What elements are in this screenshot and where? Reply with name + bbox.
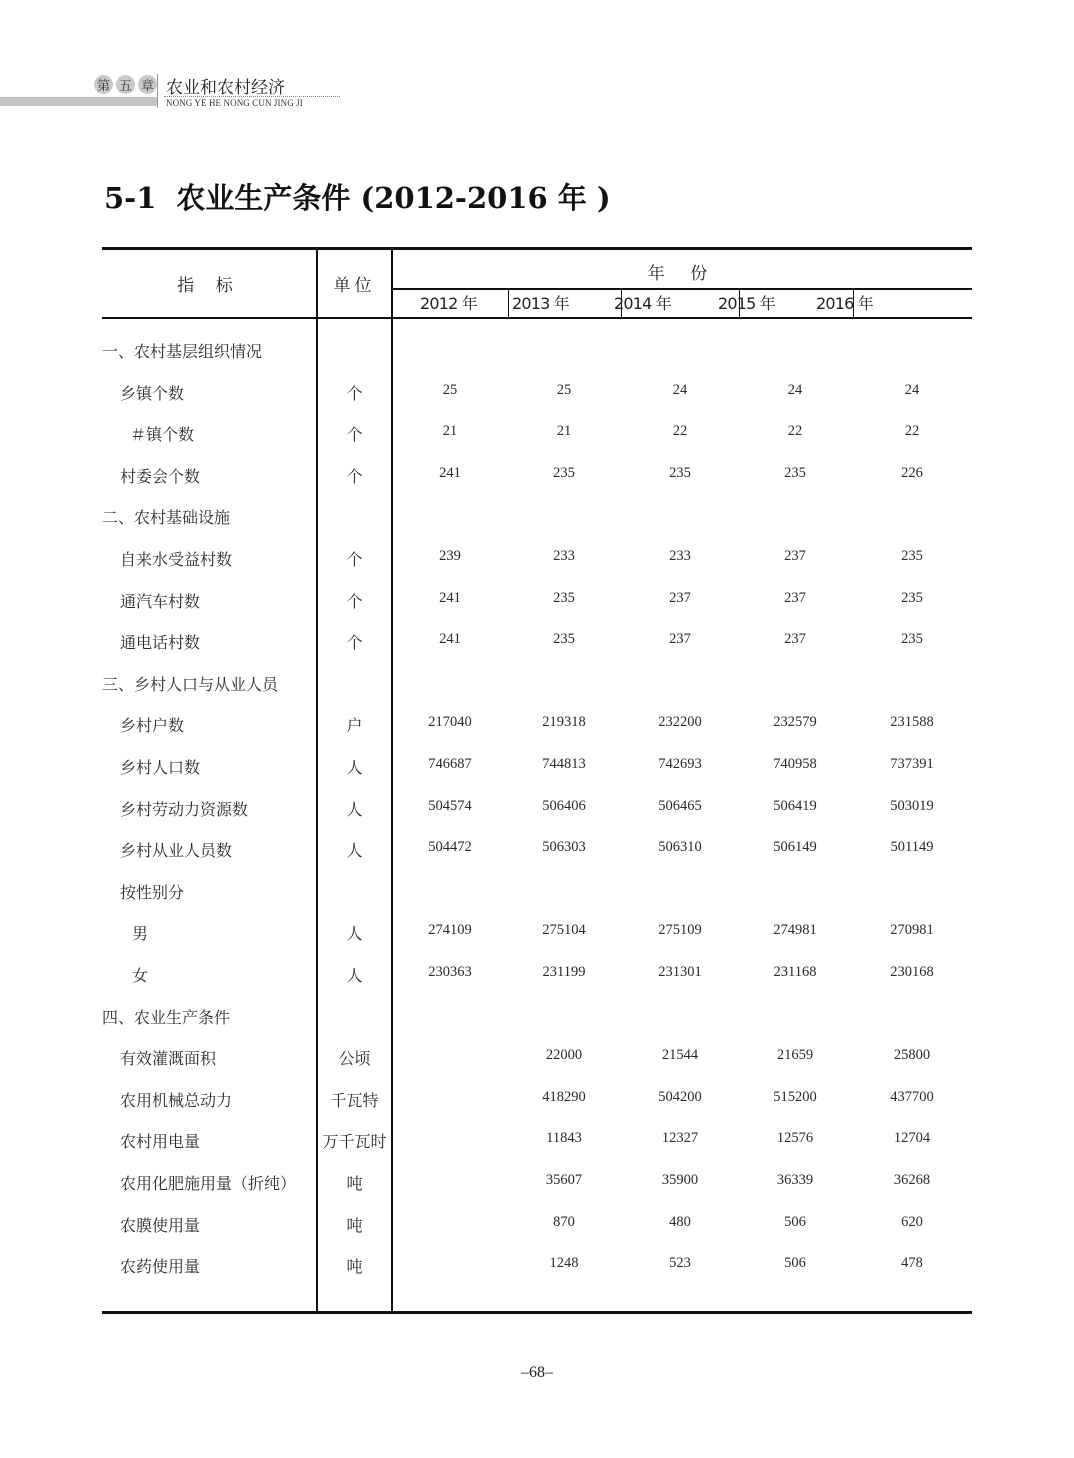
column-header-unit: 单位 — [333, 276, 376, 296]
cell-value: 36268 — [893, 1172, 931, 1188]
cell-value: 275104 — [542, 922, 586, 939]
cell-value: 746687 — [428, 756, 472, 772]
cell-value: 235 — [784, 464, 806, 481]
cell-value: 22000 — [545, 1047, 583, 1064]
table-title — [104, 176, 611, 217]
cell-value: 233 — [553, 548, 575, 564]
cell-value: 237 — [669, 589, 691, 606]
cell-value: 11843 — [546, 1130, 582, 1147]
year-divider — [508, 289, 509, 318]
row-unit: 户 — [346, 716, 363, 736]
cell-value: 241 — [439, 631, 461, 648]
table-row — [102, 876, 972, 906]
cell-value: 231588 — [890, 714, 934, 731]
column-header-year: 2012 年 — [420, 294, 478, 313]
row-label: ＃镇个数 — [130, 425, 195, 445]
cell-value: 12704 — [893, 1130, 931, 1147]
table-top-rule — [102, 247, 972, 250]
table-row — [102, 751, 972, 781]
cell-value: 36339 — [776, 1172, 814, 1188]
cell-value: 506310 — [658, 839, 702, 856]
cell-value: 742693 — [658, 756, 702, 772]
row-label: 农用机械总动力 — [120, 1090, 233, 1110]
row-label: 农用化肥施用量（折纯） — [120, 1174, 297, 1193]
cell-value: 506465 — [658, 797, 702, 814]
cell-value: 270981 — [890, 922, 934, 939]
row-label: 一、农村基层组织情况 — [102, 342, 263, 361]
header-separator — [157, 74, 158, 108]
row-unit: 个 — [346, 633, 363, 653]
row-label: 四、农业生产条件 — [102, 1007, 231, 1027]
column-header-year-group: 年 份 — [647, 264, 718, 284]
cell-value: 744813 — [542, 756, 586, 772]
data-table — [102, 247, 972, 1314]
row-label: 女 — [132, 966, 149, 985]
cell-value: 231168 — [773, 964, 817, 980]
row-unit: 个 — [346, 383, 363, 403]
chapter-badge: 五 — [116, 75, 135, 94]
table-row — [102, 460, 972, 490]
header-bottom-rule — [102, 317, 972, 319]
row-label: 乡镇个数 — [120, 383, 185, 403]
row-unit: 个 — [346, 550, 363, 569]
table-row — [102, 626, 972, 656]
cell-value: 437700 — [890, 1088, 934, 1105]
cell-value: 506 — [784, 1255, 806, 1272]
cell-value: 230168 — [890, 964, 934, 980]
cell-value: 230363 — [428, 964, 472, 980]
cell-value: 237 — [784, 631, 806, 648]
table-title-text: 农业生产条件 (2012-2016 年 ) — [176, 181, 611, 215]
row-unit: 万千瓦时 — [322, 1132, 387, 1152]
column-header-year: 2016 年 — [816, 294, 874, 313]
cell-value: 22 — [787, 423, 803, 440]
cell-value: 480 — [669, 1213, 691, 1230]
cell-value: 219318 — [542, 714, 586, 731]
cell-value: 25 — [556, 381, 572, 398]
row-unit: 个 — [346, 425, 363, 445]
row-unit: 吨 — [346, 1215, 363, 1235]
table-row — [102, 501, 972, 531]
cell-value: 737391 — [890, 756, 934, 772]
table-row — [102, 834, 972, 864]
cell-value: 506303 — [542, 839, 586, 856]
row-label: 三、乡村人口与从业人员 — [102, 674, 279, 694]
cell-value: 235 — [553, 631, 575, 648]
table-row — [102, 335, 972, 365]
cell-value: 237 — [784, 589, 806, 606]
column-header-year: 2015 年 — [718, 294, 776, 313]
chapter-badges — [94, 75, 157, 94]
table-row — [102, 1084, 972, 1114]
cell-value: 24 — [672, 381, 688, 398]
row-unit: 个 — [346, 466, 363, 486]
table-row — [102, 1125, 972, 1155]
row-label: 乡村劳动力资源数 — [120, 799, 249, 819]
cell-value: 523 — [669, 1255, 691, 1272]
row-unit: 人 — [346, 799, 363, 819]
row-label: 农药使用量 — [120, 1257, 201, 1277]
cell-value: 12576 — [776, 1130, 814, 1147]
row-unit: 人 — [346, 924, 363, 944]
chapter-badge: 章 — [138, 75, 157, 94]
table-row — [102, 543, 972, 573]
cell-value: 740958 — [773, 756, 817, 772]
table-number: 5-1 — [104, 181, 157, 215]
row-unit: 吨 — [346, 1257, 363, 1277]
cell-value: 235 — [669, 464, 691, 481]
row-label: 二、农村基础设施 — [102, 508, 231, 528]
column-header-year: 2014 年 — [614, 294, 672, 313]
row-label: 村委会个数 — [120, 466, 201, 486]
cell-value: 233 — [669, 548, 691, 564]
row-label: 农膜使用量 — [120, 1215, 201, 1235]
cell-value: 241 — [439, 589, 461, 606]
cell-value: 237 — [669, 631, 691, 648]
table-row — [102, 1209, 972, 1239]
cell-value: 275109 — [658, 922, 702, 939]
row-label: 通电话村数 — [120, 633, 201, 653]
row-label: 乡村从业人员数 — [120, 841, 233, 861]
row-unit: 人 — [346, 966, 363, 985]
header-gray-bar — [0, 97, 158, 106]
cell-value: 504574 — [428, 797, 472, 814]
table-row — [102, 1250, 972, 1280]
cell-value: 24 — [787, 381, 803, 398]
cell-value: 506406 — [542, 797, 586, 814]
cell-value: 620 — [901, 1213, 923, 1230]
table-row — [102, 377, 972, 407]
table-row — [102, 1042, 972, 1072]
cell-value: 21659 — [776, 1047, 814, 1064]
table-row — [102, 959, 972, 989]
cell-value: 226 — [901, 464, 923, 481]
table-row — [102, 1167, 972, 1197]
table-row — [102, 709, 972, 739]
column-header-indicator: 指 标 — [177, 276, 241, 296]
row-unit: 人 — [346, 841, 363, 861]
cell-value: 25800 — [893, 1047, 931, 1064]
row-unit: 吨 — [346, 1174, 363, 1193]
cell-value: 504472 — [428, 839, 472, 856]
cell-value: 1248 — [549, 1255, 579, 1272]
cell-value: 217040 — [428, 714, 472, 731]
cell-value: 25 — [442, 381, 458, 398]
cell-value: 232200 — [658, 714, 702, 731]
page-number: –68– — [521, 1364, 553, 1381]
row-label: 自来水受益村数 — [120, 550, 233, 569]
cell-value: 231301 — [658, 964, 702, 980]
chapter-title: 农业和农村经济 — [166, 78, 285, 98]
cell-value: 22 — [904, 423, 920, 440]
cell-value: 504200 — [658, 1088, 702, 1105]
cell-value: 24 — [904, 381, 920, 398]
row-label: 农村用电量 — [120, 1132, 201, 1152]
cell-value: 237 — [784, 548, 806, 564]
cell-value: 506 — [784, 1213, 806, 1230]
row-unit: 个 — [346, 591, 363, 611]
chapter-badge: 第 — [94, 75, 113, 94]
cell-value: 12327 — [661, 1130, 699, 1147]
cell-value: 478 — [901, 1255, 923, 1272]
cell-value: 274109 — [428, 922, 472, 939]
chapter-pinyin: NONG YE HE NONG CUN JING JI — [166, 98, 303, 108]
cell-value: 21 — [442, 423, 458, 440]
table-row — [102, 1001, 972, 1031]
row-unit: 千瓦特 — [330, 1090, 379, 1110]
table-bottom-rule — [102, 1311, 972, 1314]
cell-value: 418290 — [542, 1088, 586, 1105]
row-label: 乡村人口数 — [120, 758, 201, 777]
row-unit: 人 — [346, 758, 363, 777]
cell-value: 21544 — [661, 1047, 699, 1064]
column-header-year: 2013 年 — [512, 294, 570, 313]
table-row — [102, 418, 972, 448]
row-unit: 公顷 — [338, 1049, 371, 1069]
cell-value: 506149 — [773, 839, 817, 856]
row-label: 按性别分 — [120, 882, 185, 902]
row-label: 男 — [132, 924, 149, 944]
cell-value: 235 — [901, 548, 923, 564]
cell-value: 870 — [553, 1213, 575, 1230]
cell-value: 506419 — [773, 797, 817, 814]
table-row — [102, 668, 972, 698]
cell-value: 235 — [553, 464, 575, 481]
table-row — [102, 793, 972, 823]
cell-value: 22 — [672, 423, 688, 440]
cell-value: 35900 — [661, 1172, 699, 1188]
header-dotted-rule — [164, 96, 340, 97]
cell-value: 239 — [439, 548, 461, 564]
cell-value: 21 — [556, 423, 572, 440]
cell-value: 231199 — [542, 964, 586, 980]
row-label: 通汽车村数 — [120, 591, 201, 611]
cell-value: 235 — [901, 631, 923, 648]
cell-value: 232579 — [773, 714, 817, 731]
cell-value: 235 — [901, 589, 923, 606]
cell-value: 503019 — [890, 797, 934, 814]
row-label: 乡村户数 — [120, 716, 185, 736]
cell-value: 501149 — [890, 839, 934, 856]
cell-value: 274981 — [773, 922, 817, 939]
row-label: 有效灌溉面积 — [120, 1049, 217, 1069]
year-header-rule — [392, 288, 972, 290]
cell-value: 235 — [553, 589, 575, 606]
cell-value: 35607 — [545, 1172, 583, 1188]
cell-value: 515200 — [773, 1088, 817, 1105]
table-row — [102, 585, 972, 615]
cell-value: 241 — [439, 464, 461, 481]
table-row — [102, 917, 972, 947]
